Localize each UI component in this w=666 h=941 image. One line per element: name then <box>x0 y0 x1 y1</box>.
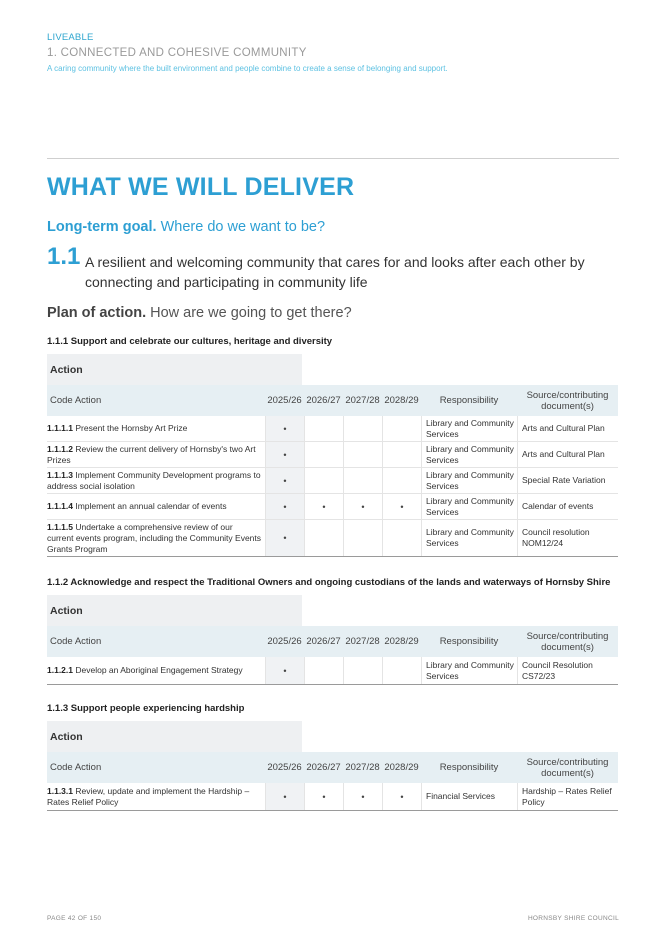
year-marker: • <box>283 791 287 802</box>
section-heading: 1.1.1 Support and celebrate our cultures, heritage and diversity <box>47 336 333 347</box>
year-cell <box>382 783 421 810</box>
col-source: Source/contributing document(s) <box>526 630 609 653</box>
action-table <box>47 595 618 685</box>
action-code: 1.1.1.2 <box>47 443 73 454</box>
year-cell <box>343 520 382 556</box>
action-code: 1.1.1.3 <box>47 469 73 480</box>
col-year: 2028/29 <box>384 762 419 773</box>
year-cell <box>382 442 421 467</box>
responsibility-cell: Financial Services <box>421 783 517 810</box>
table-row <box>47 468 618 494</box>
action-text: Review the current delivery of Hornsby's two Art Prizes <box>47 443 256 465</box>
year-marker: • <box>361 791 365 802</box>
goal-intro-bold: Long-term goal. <box>47 219 157 235</box>
year-cell <box>382 520 421 556</box>
plan-intro-rest: How are we going to get there? <box>146 305 352 321</box>
year-cell <box>343 416 382 441</box>
action-cell <box>47 520 265 556</box>
col-year: 2028/29 <box>384 636 419 647</box>
column-headers <box>47 385 618 416</box>
footer-page: PAGE 42 OF 150 <box>47 915 102 922</box>
year-marker: • <box>283 533 287 543</box>
col-year: 2026/27 <box>306 762 341 773</box>
section-heading: 1.1.2 Acknowledge and respect the Traditional Owners and ongoing custodians of the lands and waterways of Hornsby Shire <box>47 577 611 588</box>
col-source: Source/contributing document(s) <box>526 756 609 779</box>
theme-label: 1. CONNECTED AND COHESIVE COMMUNITY <box>47 47 307 59</box>
action-text: Implement an annual calendar of events <box>73 501 227 511</box>
footer-org: HORNSBY SHIRE COUNCIL <box>527 915 619 922</box>
action-cell <box>47 468 265 493</box>
column-headers <box>47 752 618 783</box>
col-code-action: Code Action <box>50 395 102 406</box>
action-code: 1.1.1.4 <box>47 501 73 511</box>
col-year: 2025/26 <box>267 395 302 406</box>
year-cell <box>265 783 304 810</box>
year-marker: • <box>283 665 287 676</box>
col-year: 2026/27 <box>306 395 341 406</box>
col-year: 2028/29 <box>384 395 419 406</box>
action-text: Develop an Aboriginal Engagement Strategy <box>73 665 243 675</box>
page-header <box>47 32 627 73</box>
table-row <box>47 494 618 520</box>
plan-intro <box>47 305 352 321</box>
action-code: 1.1.2.1 <box>47 665 73 675</box>
goal-number: 1.1 <box>47 243 81 270</box>
theme-tagline: A caring community where the built environment and people combine to create a sense of belonging and support. <box>47 64 448 73</box>
responsibility-cell: Library and Community Services <box>421 442 517 467</box>
plan-intro-bold: Plan of action. <box>47 305 147 321</box>
col-responsibility: Responsibility <box>439 395 499 406</box>
action-text: Undertake a comprehensive review of our current events program, including the Community Events Grants Program <box>47 521 262 554</box>
action-code: 1.1.1.5 <box>47 521 73 532</box>
source-cell: Hardship – Rates Relief Policy <box>517 783 618 810</box>
table-row <box>47 442 618 468</box>
year-marker: • <box>400 791 404 802</box>
action-cell <box>47 657 265 684</box>
table-row <box>47 520 618 557</box>
section-heading: 1.1.3 Support people experiencing hardship <box>47 703 245 714</box>
col-code-action: Code Action <box>50 762 102 773</box>
page-title: WHAT WE WILL DELIVER <box>47 173 355 201</box>
col-responsibility: Responsibility <box>439 636 499 647</box>
year-cell <box>382 494 421 519</box>
responsibility-cell: Library and Community Services <box>421 657 517 684</box>
source-cell: Calendar of events <box>517 494 618 519</box>
goal-intro-rest: Where do we want to be? <box>156 219 326 235</box>
col-year: 2027/28 <box>345 395 380 406</box>
responsibility-cell: Library and Community Services <box>421 416 517 441</box>
table-row <box>47 783 618 811</box>
year-marker: • <box>361 501 365 512</box>
year-marker: • <box>283 501 287 512</box>
col-year: 2027/28 <box>345 762 380 773</box>
action-text: Present the Hornsby Art Prize <box>73 423 188 433</box>
year-cell <box>343 783 382 810</box>
col-year: 2026/27 <box>306 636 341 647</box>
year-cell <box>265 468 304 493</box>
goal-statement <box>47 243 622 292</box>
responsibility-cell: Library and Community Services <box>421 468 517 493</box>
year-cell <box>304 468 343 493</box>
goal-text: A resilient and welcoming community that cares for and looks after each other by connecting and participating in community life <box>85 254 585 290</box>
year-cell <box>343 494 382 519</box>
source-cell: Arts and Cultural Plan <box>517 416 618 441</box>
year-cell <box>265 442 304 467</box>
action-text: Implement Community Development programs to address social isolation <box>47 469 261 491</box>
goal-intro <box>47 219 325 235</box>
action-cell <box>47 416 265 441</box>
column-headers <box>47 626 618 657</box>
responsibility-cell: Library and Community Services <box>421 494 517 519</box>
year-cell <box>304 494 343 519</box>
section-label: LIVEABLE <box>47 32 94 43</box>
year-cell <box>304 520 343 556</box>
year-marker: • <box>400 501 404 512</box>
action-header: Action <box>47 354 302 385</box>
year-cell <box>382 416 421 441</box>
col-year: 2025/26 <box>267 762 302 773</box>
year-cell <box>265 494 304 519</box>
year-marker: • <box>283 449 287 460</box>
table-row <box>47 416 618 442</box>
header-divider <box>47 158 619 159</box>
responsibility-cell: Library and Community Services <box>421 520 517 556</box>
year-marker: • <box>322 501 326 512</box>
source-cell: Special Rate Variation <box>517 468 618 493</box>
action-code: 1.1.1.1 <box>47 423 73 433</box>
year-cell <box>304 416 343 441</box>
action-table <box>47 721 618 811</box>
year-cell <box>382 468 421 493</box>
action-cell <box>47 442 265 467</box>
action-header: Action <box>47 721 302 752</box>
action-header: Action <box>47 595 302 626</box>
year-cell <box>304 657 343 684</box>
year-marker: • <box>283 475 287 486</box>
action-cell <box>47 783 265 810</box>
col-year: 2027/28 <box>345 636 380 647</box>
year-cell <box>343 442 382 467</box>
year-cell <box>382 657 421 684</box>
col-responsibility: Responsibility <box>439 762 499 773</box>
year-marker: • <box>322 791 326 802</box>
col-source: Source/contributing document(s) <box>526 389 609 412</box>
table-row <box>47 657 618 685</box>
source-cell: Arts and Cultural Plan <box>517 442 618 467</box>
action-cell <box>47 494 265 519</box>
col-year: 2025/26 <box>267 636 302 647</box>
year-cell <box>265 520 304 556</box>
action-text: Review, update and implement the Hardship – Rates Relief Policy <box>47 785 250 807</box>
year-cell <box>265 657 304 684</box>
year-cell <box>343 657 382 684</box>
year-marker: • <box>283 423 287 434</box>
source-cell: Council resolution NOM12/24 <box>517 520 618 556</box>
action-table <box>47 354 618 557</box>
source-cell: Council Resolution CS72/23 <box>517 657 618 684</box>
action-code: 1.1.3.1 <box>47 785 73 796</box>
year-cell <box>343 468 382 493</box>
year-cell <box>304 783 343 810</box>
year-cell <box>265 416 304 441</box>
year-cell <box>304 442 343 467</box>
col-code-action: Code Action <box>50 636 102 647</box>
